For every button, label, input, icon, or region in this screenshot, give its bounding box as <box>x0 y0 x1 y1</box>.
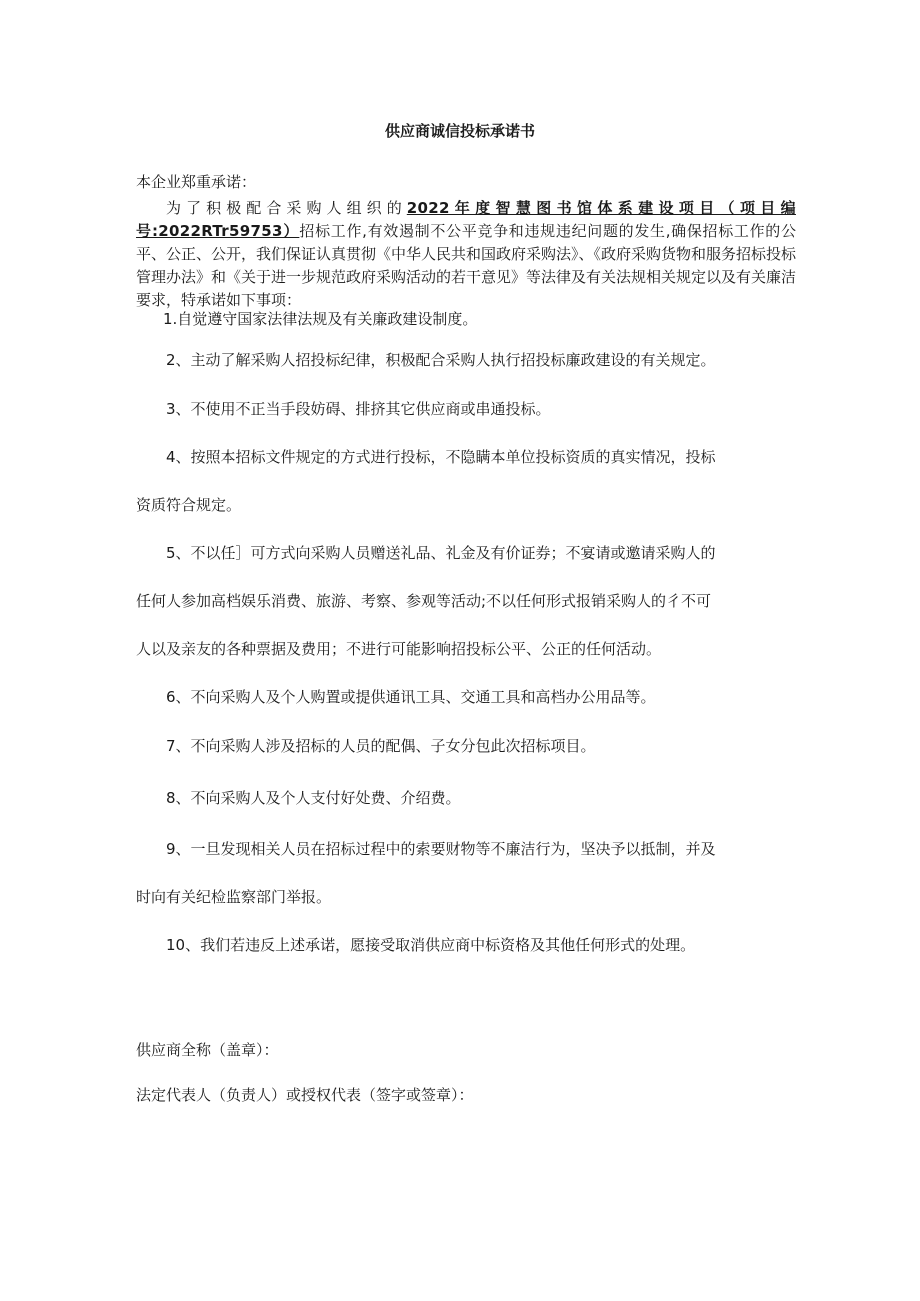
intro-text: 本企业郑重承诺： <box>136 173 257 191</box>
commitment-item-1: 1.自觉遵守国家法律法规及有关廉政建设制度。 <box>163 310 478 328</box>
commitment-item-5-continued: 任何人参加高档娱乐消费、旅游、考察、参观等活动;不以任何形式报销采购人的彳不可 <box>136 592 712 610</box>
lead-paragraph <box>136 197 796 312</box>
commitment-item-3: 3、不使用不正当手段妨碍、排挤其它供应商或串通投标。 <box>166 400 551 418</box>
commitment-item-9: 9、一旦发现相关人员在招标过程中的索要财物等不廉洁行为，坚决予以抵制，并及 <box>166 840 716 858</box>
commitment-item-4-continued: 资质符合规定。 <box>136 496 242 514</box>
commitment-item-9-continued: 时向有关纪检监察部门举报。 <box>136 888 332 906</box>
document-title: 供应商诚信投标承诺书 <box>384 122 535 140</box>
lead-text-before: 为了积极配合采购人组织的 <box>166 199 407 217</box>
commitment-item-8: 8、不向采购人及个人支付好处费、介绍费。 <box>166 789 461 807</box>
commitment-item-6: 6、不向采购人及个人购置或提供通讯工具、交通工具和高档办公用品等。 <box>166 688 656 706</box>
commitment-item-7: 7、不向采购人涉及招标的人员的配偶、子女分包此次招标项目。 <box>166 737 596 755</box>
representative-signature-line: 法定代表人（负责人）或授权代表（签字或签章）： <box>136 1086 474 1104</box>
commitment-item-10: 10、我们若违反上述承诺，愿接受取消供应商中标资格及其他任何形式的处理。 <box>166 936 696 954</box>
supplier-name-line: 供应商全称（盖章）： <box>136 1041 279 1059</box>
lead-text-after: 招标工作,有效遏制不公平竞争和违规违纪问题的发生,确保招标工作的公平、公正、公开，我们保证认真贯彻《中华人民共和国政府采购法》、《政府采购货物和服务招标投标管理办法》和《关于进一步规范政府采购活动的若干意见》等法律及有关法规相关规定以及有关廉洁要求，特承诺如下事项： <box>136 222 797 309</box>
commitment-item-2: 2、主动了解采购人招投标纪律，积极配合采购人执行招投标廉政建设的有关规定。 <box>166 351 716 369</box>
commitment-item-5: 5、不以任］可方式向采购人员赠送礼品、礼金及有价证券；不宴请或邀请采购人的 <box>166 544 716 562</box>
commitment-item-5-continued-2: 人以及亲友的各种票据及费用；不进行可能影响招投标公平、公正的任何活动。 <box>136 640 662 658</box>
commitment-item-4: 4、按照本招标文件规定的方式进行投标，不隐瞒本单位投标资质的真实情况，投标 <box>166 448 716 466</box>
project-name: 2022年度智慧图书馆体系建设项目（项目编号:2022RTr59753） <box>136 199 796 240</box>
